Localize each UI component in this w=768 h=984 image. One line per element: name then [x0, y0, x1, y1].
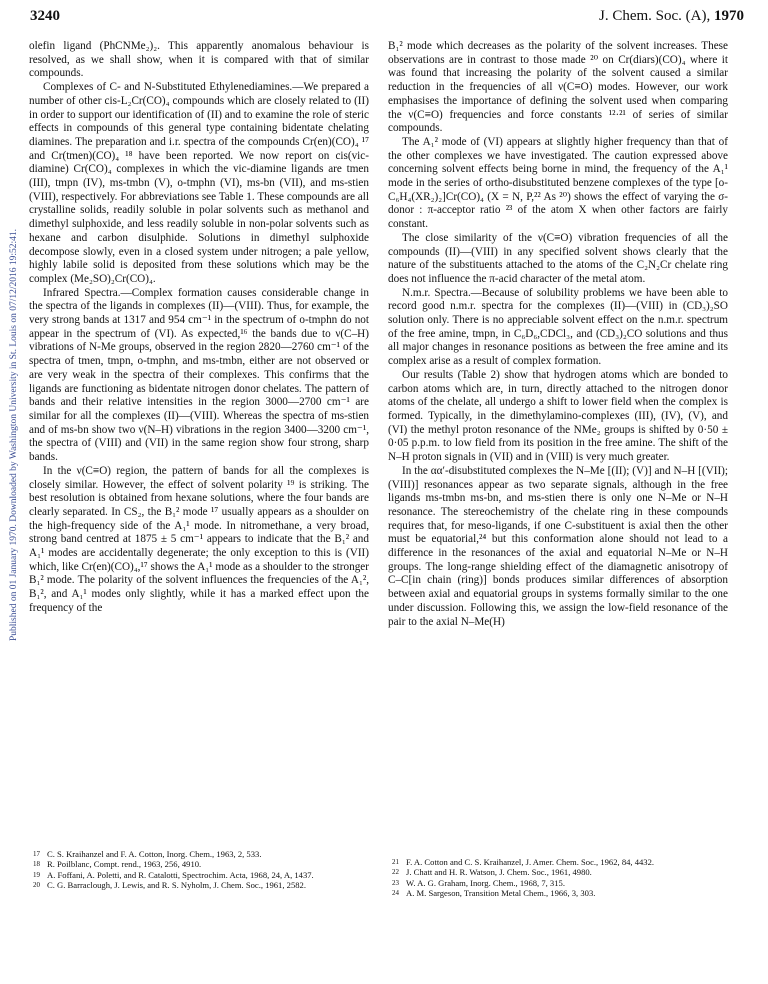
footnote [388, 878, 728, 888]
paragraph: N.m.r. Spectra.—Because of solubility problems we have been able to record good n.m.r. spectra for the complexes (II)—(VIII) in (CD₃)₂SO solution only. There is no appreciable solvent effect on the n.m.r. spectrum of the free amine, tmpn, in C₆D₆,CDCl₃, and (CD₃)₂CO solutions and thus all major changes in resonance positions as between the free amine and its complex arise as a result of complex formation. [388, 286, 728, 368]
footnote-number: 23 [392, 878, 399, 887]
footnote-text: R. Poilblanc, Compt. rend., 1963, 256, 4910. [47, 859, 202, 870]
journal-title [599, 8, 744, 25]
footnote-number: 24 [392, 889, 399, 898]
footnote [29, 859, 369, 869]
journal-name: J. Chem. Soc. (A), [599, 8, 711, 24]
footnote [29, 870, 369, 880]
footnote-number: 20 [33, 881, 40, 890]
footnote [388, 867, 728, 877]
footnote-text: C. S. Kraihanzel and F. A. Cotton, Inorg. Chem., 1963, 2, 533. [47, 849, 262, 859]
paragraph: The close similarity of the ν(C≡O) vibration frequencies of all the compounds (II)—(VIII) in any specified solvent shows clearly that the nature of the substituents attached to the atoms of the C₂N₂Cr chelate ring does not influence the π-acid character of the metal atom. [388, 231, 728, 285]
footnote-number: 17 [33, 850, 40, 858]
footnote-text: F. A. Cotton and C. S. Kraihanzel, J. Amer. Chem. Soc., 1962, 84, 4432. [406, 857, 655, 867]
paragraph: B₁² mode which decreases as the polarity of the solvent increases. These observations are in contrast to those made ²⁰ on Cr(diars)(CO)₄ where it was found that increasing the polarity of the solvent caused a similar reduction in the frequencies of all ν(C≡O) modes. However, our work emphasises the importance of defining the solvent used when comparing the ν(C≡O) frequencies and force constants ¹²·²¹ of series of similar compounds. [388, 40, 728, 135]
footnote-text: J. Chatt and H. R. Watson, J. Chem. Soc., 1961, 4980. [406, 867, 592, 878]
paragraph: olefin ligand (PhCNMe₂)₂. This apparently anomalous behaviour is resolved, as we shall show, when it is compared with that of similar compounds. [29, 40, 369, 80]
footnote-text: C. G. Barraclough, J. Lewis, and R. S. Nyholm, J. Chem. Soc., 1961, 2582. [47, 880, 306, 891]
footnote-number: 18 [33, 860, 40, 869]
paragraph: Infrared Spectra.—Complex formation causes considerable change in the spectra of the ligands in complexes (II)—(VIII). Thus, for example, the very strong bands at 1317 and 954 cm⁻¹ in the spectrum of o-tmphn do not appear in the spectrum of (VI). As expected,¹⁶ the bands due to ν(C–H) vibrations of N-Me groups, observed in the region 2820—2760 cm⁻¹ of the spectra of tmen, tmpn, o-tmphn, and ms-tmbn, either are not observed or are very weak in the spectra of their complexes. This confirms that the ligands are functioning as bidentate nitrogen donor chelates. The pattern of bands and their relative intensities in the region 3000—2700 cm⁻¹ are similar for all the complexes (II)—(VIII). Whereas the spectra of ms-stien and of ms-bn show two ν(N–H) vibrations in the region 3400—3200 cm⁻¹, the spectra of (VIII) and (VII) in the same region show four strong, sharp bands. [29, 286, 369, 464]
paragraph: The A₁² mode of (VI) appears at slightly higher frequency than that of the other complexes we have investigated. The caution expressed above concerning solvent effects being borne in mind, the frequency of the A₁¹ mode in the series of ortho-disubstituted benzene complexes of the type [o-C₆H₄(XR₂)₂]Cr(CO)₄ (X = N, P,²² As ²⁰) shows the effect of varying the σ-donor : π-acceptor ratio ²³ of the atom X when other factors are fairly constant. [388, 135, 728, 231]
page-number: 3240 [30, 8, 60, 24]
right-column [388, 40, 728, 629]
page-header [30, 8, 744, 34]
footnotes-left [29, 849, 369, 891]
footnotes-right [388, 857, 728, 899]
footnote [29, 849, 369, 859]
paragraph: In the αα′-disubstituted complexes the N–Me [(II); (V)] and N–H [(VII); (VIII)] resonances appear as two separate signals, although in the free ligands ms-tmbn ms-bn, and ms-stien there is only one N–Me or N–H resonance. The stereochemistry of the chelate ring in these compounds requires that, for meso-ligands, if one C-substituent is axial then the other must be equatorial,²⁴ but this conformation alone should not lead to a difference in the resonances of the axial and equatorial N–Me or N–H groups. The long-range shielding effect of the diamagnetic anisotropy of C–C[in chain (ring)] bonds produces similar differences of absorption between axial and equatorial groups in systems formally similar to the one under discussion. Following this, we assign the low-field resonance of the pair to the axial N–Me(H) [388, 464, 728, 628]
left-column [29, 40, 369, 616]
paragraph: Our results (Table 2) show that hydrogen atoms which are bonded to carbon atoms which are, in turn, directly attached to the nitrogen donor atoms of the chelate, all undergo a shift to lower field when the complex is formed. Typically, in the dimethylamino-complexes (III), (IV), (V), and (VI) the methyl proton resonance of the NMe₂ groups is shifted by 0·50 ± 0·05 p.p.m. to low field from its position in the free amine. The shift of the N–H proton signals in (VII) and in (VIII) is very much greater. [388, 368, 728, 464]
footnote-text: A. M. Sargeson, Transition Metal Chem., 1966, 3, 303. [406, 888, 596, 899]
paragraph: In the ν(C≡O) region, the pattern of bands for all the complexes is closely similar. However, the effect of solvent polarity ¹⁹ is striking. The best resolution is obtained from hexane solutions, where the four bands are clearly separated. In CS₂, the B₁² mode ¹⁷ usually appears as a shoulder on the high-frequency side of the A₁¹ mode. In nitromethane, a very broad, strong band centred at 1875 ± 5 cm⁻¹ appears to indicate that the B₁² and A₁¹ modes are accidentally degenerate; the only exception to this is (VII) which, like Cr(en)(CO)₄,¹⁷ shows the A₁¹ mode as a shoulder to the stronger B₁² mode. The polarity of the solvent influences the frequencies of the A₁², B₁², and A₁¹ modes only slightly, while it has a marked effect upon the frequency of the [29, 464, 369, 614]
download-notice-text: Published on 01 January 1970. Downloaded by Washington University in St. Louis on 07/12/2016 19:52:41. [9, 228, 19, 642]
footnote-number: 19 [33, 870, 40, 879]
footnote-number: 22 [392, 868, 399, 877]
footnote-text: W. A. G. Graham, Inorg. Chem., 1968, 7, 315. [406, 877, 565, 888]
download-notice-sidebar [4, 140, 18, 740]
paragraph: Complexes of C- and N-Substituted Ethylenediamines.—We prepared a number of other cis-L₂Cr(CO)₄ compounds which are closely related to (II) in order to support our identification of (II) and to examine the role of steric effects in compounds of this general type containing bidentate chelating diamines. The preparation and i.r. spectra of the compounds Cr(en)(CO)₄ ¹⁷ and Cr(tmen)(CO)₄ ¹⁸ have been reported. We now report on cis(vic-diamine) Cr(CO)₄ complexes in which the vic-diamine ligands are tmen (III), tmpn (IV), ms-tmbn (V), o-tmphn (VI), ms-bn (VII), and ms-stien (VIII), respectively. For abbreviations see Table 1. These compounds are all crystalline solids, readily soluble in polar solvents such as methanol and dimethyl sulphoxide, and less readily soluble in non-polar solvents such as hexane and carbon disulphide. Solutions in dimethyl sulphoxide decompose slowly, even in a closed system under nitrogen; a pale yellow, highly labile solid is deposited from these solutions which may be the complex (Me₂SO)₂Cr(CO)₄. [29, 81, 369, 285]
footnote-text: A. Foffani, A. Poletti, and R. Catalotti, Spectrochim. Acta, 1968, 24, A, 1437. [47, 869, 314, 880]
footnote [388, 857, 728, 867]
footnote-number: 21 [392, 858, 399, 866]
footnote [29, 880, 369, 890]
journal-year: 1970 [714, 8, 744, 24]
footnote [388, 888, 728, 898]
